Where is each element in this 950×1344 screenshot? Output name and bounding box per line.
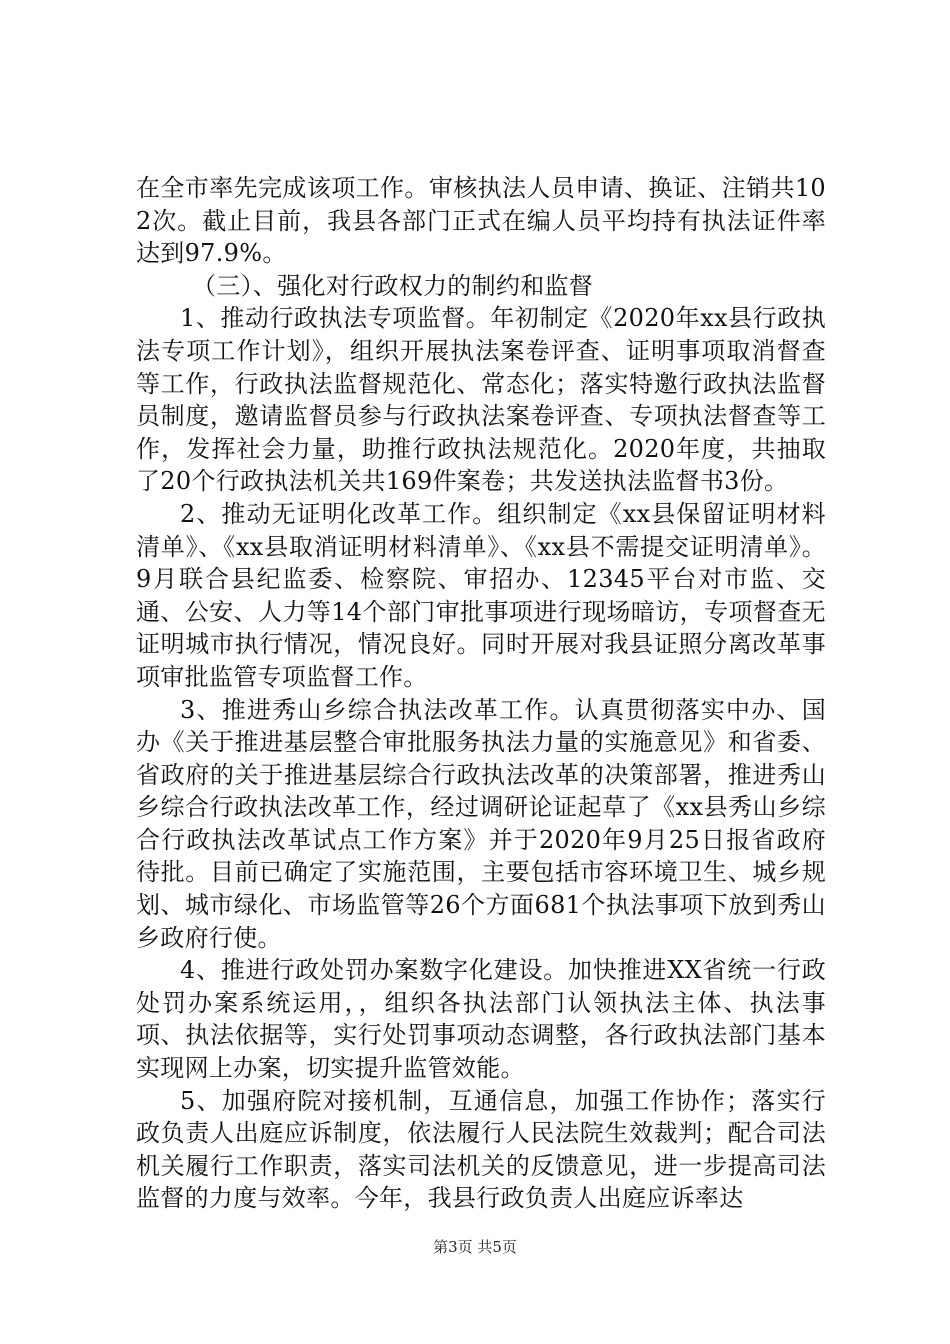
paragraph-item-3: 3、推进秀山乡综合执法改革工作。认真贯彻落实中办、国办《关于推进基层整合审批服务执法力量的实施意见》和省委、省政府的关于推进基层综合行政执法改革的决策部署，推进秀山乡综合行政执法改革工作，经过调研论证起草了《xx县秀山乡综合行政执法改革试点工作方案》并于2020年9月25日报省政府待批。目前已确定了实施范围，主要包括市容环境卫生、城乡规划、城市绿化、市场监管等26个方面681个执法事项下放到秀山乡政府行使。	[136, 695, 826, 952]
paragraph-item-1: 1、推动行政执法专项监督。年初制定《2020年xx县行政执法专项工作计划》，组织开展执法案卷评查、证明事项取消督查等工作，行政执法监督规范化、常态化；落实特邀行政执法监督员制度，邀请监督员参与行政执法案卷评查、专项执法督查等工作，发挥社会力量，助推行政执法规范化。2020年度，共抽取了20个行政执法机关共169件案卷；共发送执法监督书3份。	[136, 304, 826, 496]
paragraph-item-4: 4、推进行政处罚办案数字化建设。加快推进XX省统一行政处罚办案系统运用，，组织各执法部门认领执法主体、执法事项、执法依据等，实行处罚事项动态调整，各行政执法部门基本实现网上办案，切实提升监管效能。	[136, 956, 826, 1083]
page-footer: 第3页 共5页	[433, 1238, 517, 1256]
section-heading: （三）、强化对行政权力的制约和监督	[192, 271, 594, 300]
paragraph-continuation: 在全市率先完成该项工作。审核执法人员申请、换证、注销共102次。截止目前，我县各部门正式在编人员平均持有执法证件率达到97.9%。	[136, 174, 826, 268]
paragraph-item-5: 5、加强府院对接机制，互通信息，加强工作协作；落实行政负责人出庭应诉制度，依法履行人民法院生效裁判；配合司法机关履行工作职责，落实司法机关的反馈意见，进一步提高司法监督的力度与效率。今年，我县行政负责人出庭应诉率达	[136, 1086, 826, 1213]
document-body	[136, 172, 826, 1215]
paragraph-item-2: 2、推动无证明化改革工作。组织制定《xx县保留证明材料清单》、《xx县取消证明材料清单》、《xx县不需提交证明清单》。9月联合县纪监委、检察院、审招办、12345平台对市监、交通、公安、人力等14个部门审批事项进行现场暗访，专项督查无证明城市执行情况，情况良好。同时开展对我县证照分离改革事项审批监管专项监督工作。	[136, 499, 826, 691]
